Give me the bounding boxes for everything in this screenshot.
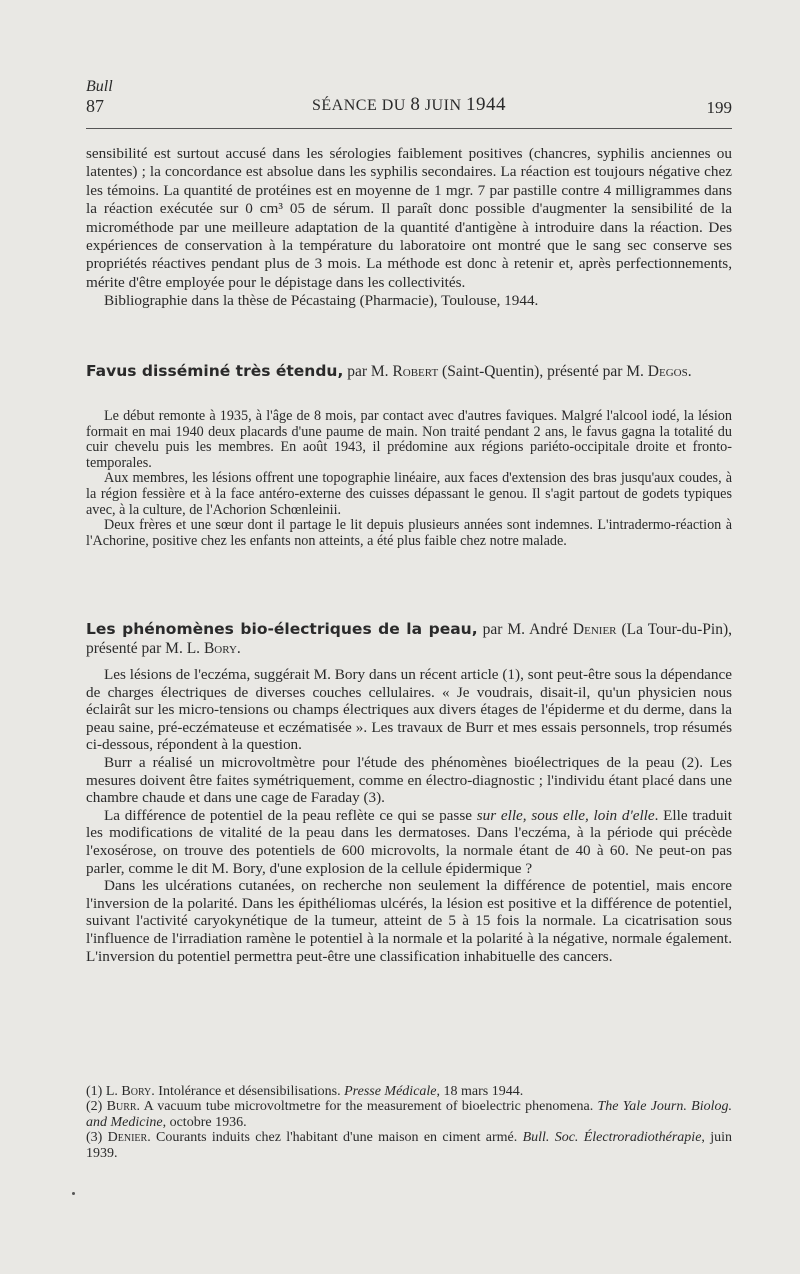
page-number: 199 <box>706 98 732 117</box>
bibliography-note: Bibliographie dans la thèse de Pécastaing (Pharmacie), Toulouse, 1944. <box>104 292 539 310</box>
article-favus-heading: Favus disséminé très étendu, par M. Robert (Saint-Quentin), présenté par M. Degos. <box>86 362 692 380</box>
article-bioelectric-paragraph: Burr a réalisé un microvoltmètre pour l'étude des phénomènes bioélectriques de la peau (2). Les mesures doivent être faites symétriquement, comme en électro-diagnostic ; l'individu étant placé dans une chambre chaude et dans une cage de Faraday (3). <box>86 753 732 807</box>
article-favus-title: Favus disséminé très étendu, <box>86 362 344 380</box>
session-day: 8 <box>410 94 421 115</box>
running-header <box>86 94 732 120</box>
article-bioelectric-paragraph: La différence de potentiel de la peau reflète ce qui se passe sur elle, sous elle, loin d'elle. Elle traduit les modifications de vitalité de la peau dans les dermatoses. Dans l'eczéma, à la période qui précède l'exosérose, on trouve des potentiels de 600 microvolts, la normale étant de 40 à 60. Ne peut-on pas parler, comme le dit M. Bory, d'une explosion de la cellule épidermique ? <box>86 806 732 877</box>
article-bioelectric-author: Denier <box>572 621 617 638</box>
article-bioelectric-presenter: Bory <box>203 640 237 657</box>
footnote-1: (1) L. Bory. Intolérance et désensibilisations. Presse Médicale, 18 mars 1944. <box>86 1084 524 1099</box>
article-favus-paragraph: Deux frères et une sœur dont il partage le lit depuis plusieurs années sont indemnes. L'intradermo-réaction à l'Achorine, positive chez les enfants non atteints, a été plus faible chez notre malade. <box>86 517 732 549</box>
footnote-3: (3) Denier. Courants induits chez l'habitant d'une maison en ciment armé. Bull. Soc. Électroradiothérapie, juin 1939. <box>86 1130 732 1161</box>
emphasis-text: sur elle, sous elle, loin d'elle <box>476 806 655 824</box>
session-year: 1944 <box>466 94 506 115</box>
article-bioelectric-title: Les phénomènes bio-électriques de la peau, <box>86 620 478 638</box>
article-bioelectric-heading: Les phénomènes bio-électriques de la peau, par M. André Denier (La Tour-du-Pin), présenté par M. L. Bory. <box>86 620 732 657</box>
session-title <box>86 94 732 116</box>
footnotes <box>86 1084 732 1161</box>
header-rule <box>86 128 732 129</box>
article-favus-body <box>86 409 732 549</box>
library-stamp-bull: Bull <box>86 78 113 95</box>
article-favus-presenter: Degos <box>647 363 688 380</box>
footnote-2: (2) Burr. A vacuum tube microvoltmetre for the measurement of bioelectric phenomena. The Yale Journ. Biolog. and Medicine, octobre 1936. <box>86 1099 733 1130</box>
intro-continuation <box>86 145 732 311</box>
intro-paragraph: sensibilité est surtout accusé dans les sérologies faiblement positives (chancres, syphilis anciennes ou latentes) ; la concordance est absolue dans les syphilis secondaires. La réaction est toujours négative chez les témoins. La quantité de protéines est en moyenne de 1 mgr. 7 par pastille contre 4 milligrammes dans la réaction exécutée sur 0 cm³ 05 de sérum. Il paraît donc possible d'augmenter la sensibilité de la microméthode par une meilleure adaptation de la quantité d'antigène à introduire dans la réaction. Des expériences de conservation à la température du laboratoire ont montré que le sang sec conserve ses propriétés réactives pendant plus de 3 mois. La méthode est donc à retenir et, après perfectionnements, mérite d'être employée pour le dépistage dans les collectivités. <box>86 145 732 291</box>
session-title-mid: JUIN <box>420 97 466 114</box>
article-favus-paragraph: Le début remonte à 1935, à l'âge de 8 mois, par contact avec d'autres faviques. Malgré l'alcool iodé, la lésion formait en mai 1940 deux placards d'une paume de main. Non traité pendant 2 ans, le favus gagna la totalité du cuir chevelu puis les membres. En août 1943, il prédomine aux régions pariéto-occipitale droite et fronto-temporales. <box>86 408 732 471</box>
ink-speck <box>72 1192 75 1195</box>
session-title-pre: SÉANCE DU <box>311 97 411 114</box>
volume-number: 87 <box>86 96 104 116</box>
article-bioelectric-paragraph: Les lésions de l'eczéma, suggérait M. Bory dans un récent article (1), sont peut-être sous la dépendance de charges électriques de diverses couches cellulaires. « Je voudrais, disait-il, qu'un physicien nous éclairât sur les micro-tensions ou champs électriques aux divers étages de l'épiderme et du derme, dans la peau saine, pré-eczémateuse et eczématisée ». Les travaux de Burr et mes essais personnels, trop résumés ci-dessous, répondent à la question. <box>86 666 732 754</box>
article-bioelectric-body <box>86 666 732 965</box>
article-bioelectric-paragraph: Dans les ulcérations cutanées, on recherche non seulement la différence de potentiel, mais encore l'inversion de la polarité. Dans les épithéliomas ulcérés, la lésion est positive et la différence de potentiel, suivant l'activité caryokynétique de la tumeur, atteint de 5 à 15 fois la normale. La cicatrisation sous l'influence de l'irradiation ramène le potentiel à la normale et la polarité à la négative, normale également. L'inversion du potentiel permettra peut-être une classification inhabituelle des cancers. <box>86 877 732 965</box>
article-favus-author: Robert <box>392 363 439 380</box>
article-favus-paragraph: Aux membres, les lésions offrent une topographie linéaire, aux faces d'extension des bras jusqu'aux coudes, à la région fessière et à la face antéro-externe des cuisses dépassant le genou. Il s'agit partout de godets typiques avec, à la culture, de l'Achorion Schœnleinii. <box>86 470 732 518</box>
